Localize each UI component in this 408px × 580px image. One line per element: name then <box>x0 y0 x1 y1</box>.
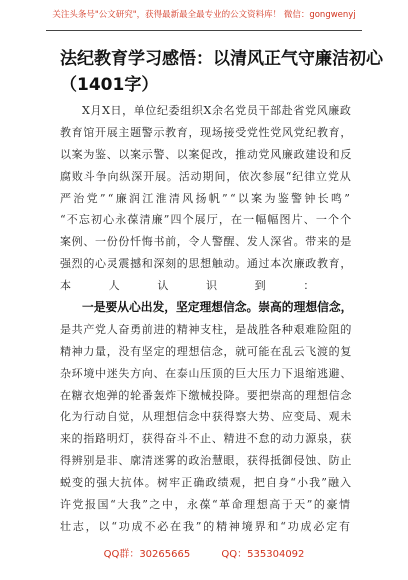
body-line: X月X日，单位纪委组织X余名党员干部赴省党风廉政 <box>82 104 352 117</box>
header-banner: 关注头条号"公文研究"，获得最新最全最专业的公文资料库！ 微信：gongwenyj <box>52 10 356 20</box>
body-line: “不忘初心永葆清廉”四个展厅，在一幅幅图片、一个个 <box>60 213 353 227</box>
body-line: 教育馆开展主题警示教育，现场接受党性党风党纪教育， <box>60 125 352 139</box>
body-line: 以案为鉴、以案示警、以案促改，推动党风廉政建设和反 <box>60 147 352 161</box>
document-body <box>60 100 352 538</box>
body-line: 壮志，以“功成不必在我”的精神境界和“功成必定有 <box>60 519 352 533</box>
body-line: 是共产党人奋勇前进的精神支柱，是战胜各种艰难险阻的 <box>60 322 352 336</box>
body-line: 案例、一份份忏悔书前，令人警醒、发人深省。带来的是 <box>60 235 352 249</box>
footer-qq-group: QQ群：30265665 <box>103 549 191 560</box>
body-line: 许党报国“大我”之中，永葆“革命理想高于天”的豪情 <box>60 498 352 512</box>
page-title <box>60 46 383 98</box>
title-line-2: （1401字） <box>60 75 159 95</box>
footer-contact <box>0 545 408 560</box>
body-line: 严治党”“廉润江淮清风扬帆”“以案为鉴警钟长鸣” <box>60 191 353 205</box>
body-line: 得辨别是非、廓清迷雾的政治慧眼，获得抵御侵蚀、防止 <box>60 454 352 468</box>
body-line: 本人认识到： <box>60 279 352 293</box>
title-line-1: 法纪教育学习感悟：以清风正气守廉洁初心 <box>60 49 383 69</box>
footer-qq-number: QQ：535304092 <box>221 549 305 560</box>
body-line: 精神力量，没有坚定的理想信念，就可能在乱云飞渡的复 <box>60 344 352 358</box>
body-line: 蜕变的强大抗体。树牢正确政绩观，把自身“小我”融入 <box>60 476 353 490</box>
body-line: 来的指路明灯，获得奋斗不止、精进不怠的动力源泉，获 <box>60 432 352 446</box>
body-line: 化为行动自觉，从理想信念中获得察大势、应变局、观未 <box>60 410 352 424</box>
body-line: 强烈的心灵震撼和深刻的思想触动。通过本次廉政教育， <box>60 257 352 271</box>
body-line: 在糖衣炮弹的轮番轰炸下缴械投降。要把崇高的理想信念 <box>60 388 352 402</box>
section-heading: 一是要从心出发，坚定理想信念。崇高的理想信念， <box>82 300 353 315</box>
body-line: 杂环境中迷失方向、在泰山压顶的巨大压力下退缩逃避、 <box>60 366 352 380</box>
header-divider <box>46 30 362 31</box>
body-line: 腐败斗争向纵深开展。活动期间，依次参展“纪律立党从 <box>60 169 352 183</box>
